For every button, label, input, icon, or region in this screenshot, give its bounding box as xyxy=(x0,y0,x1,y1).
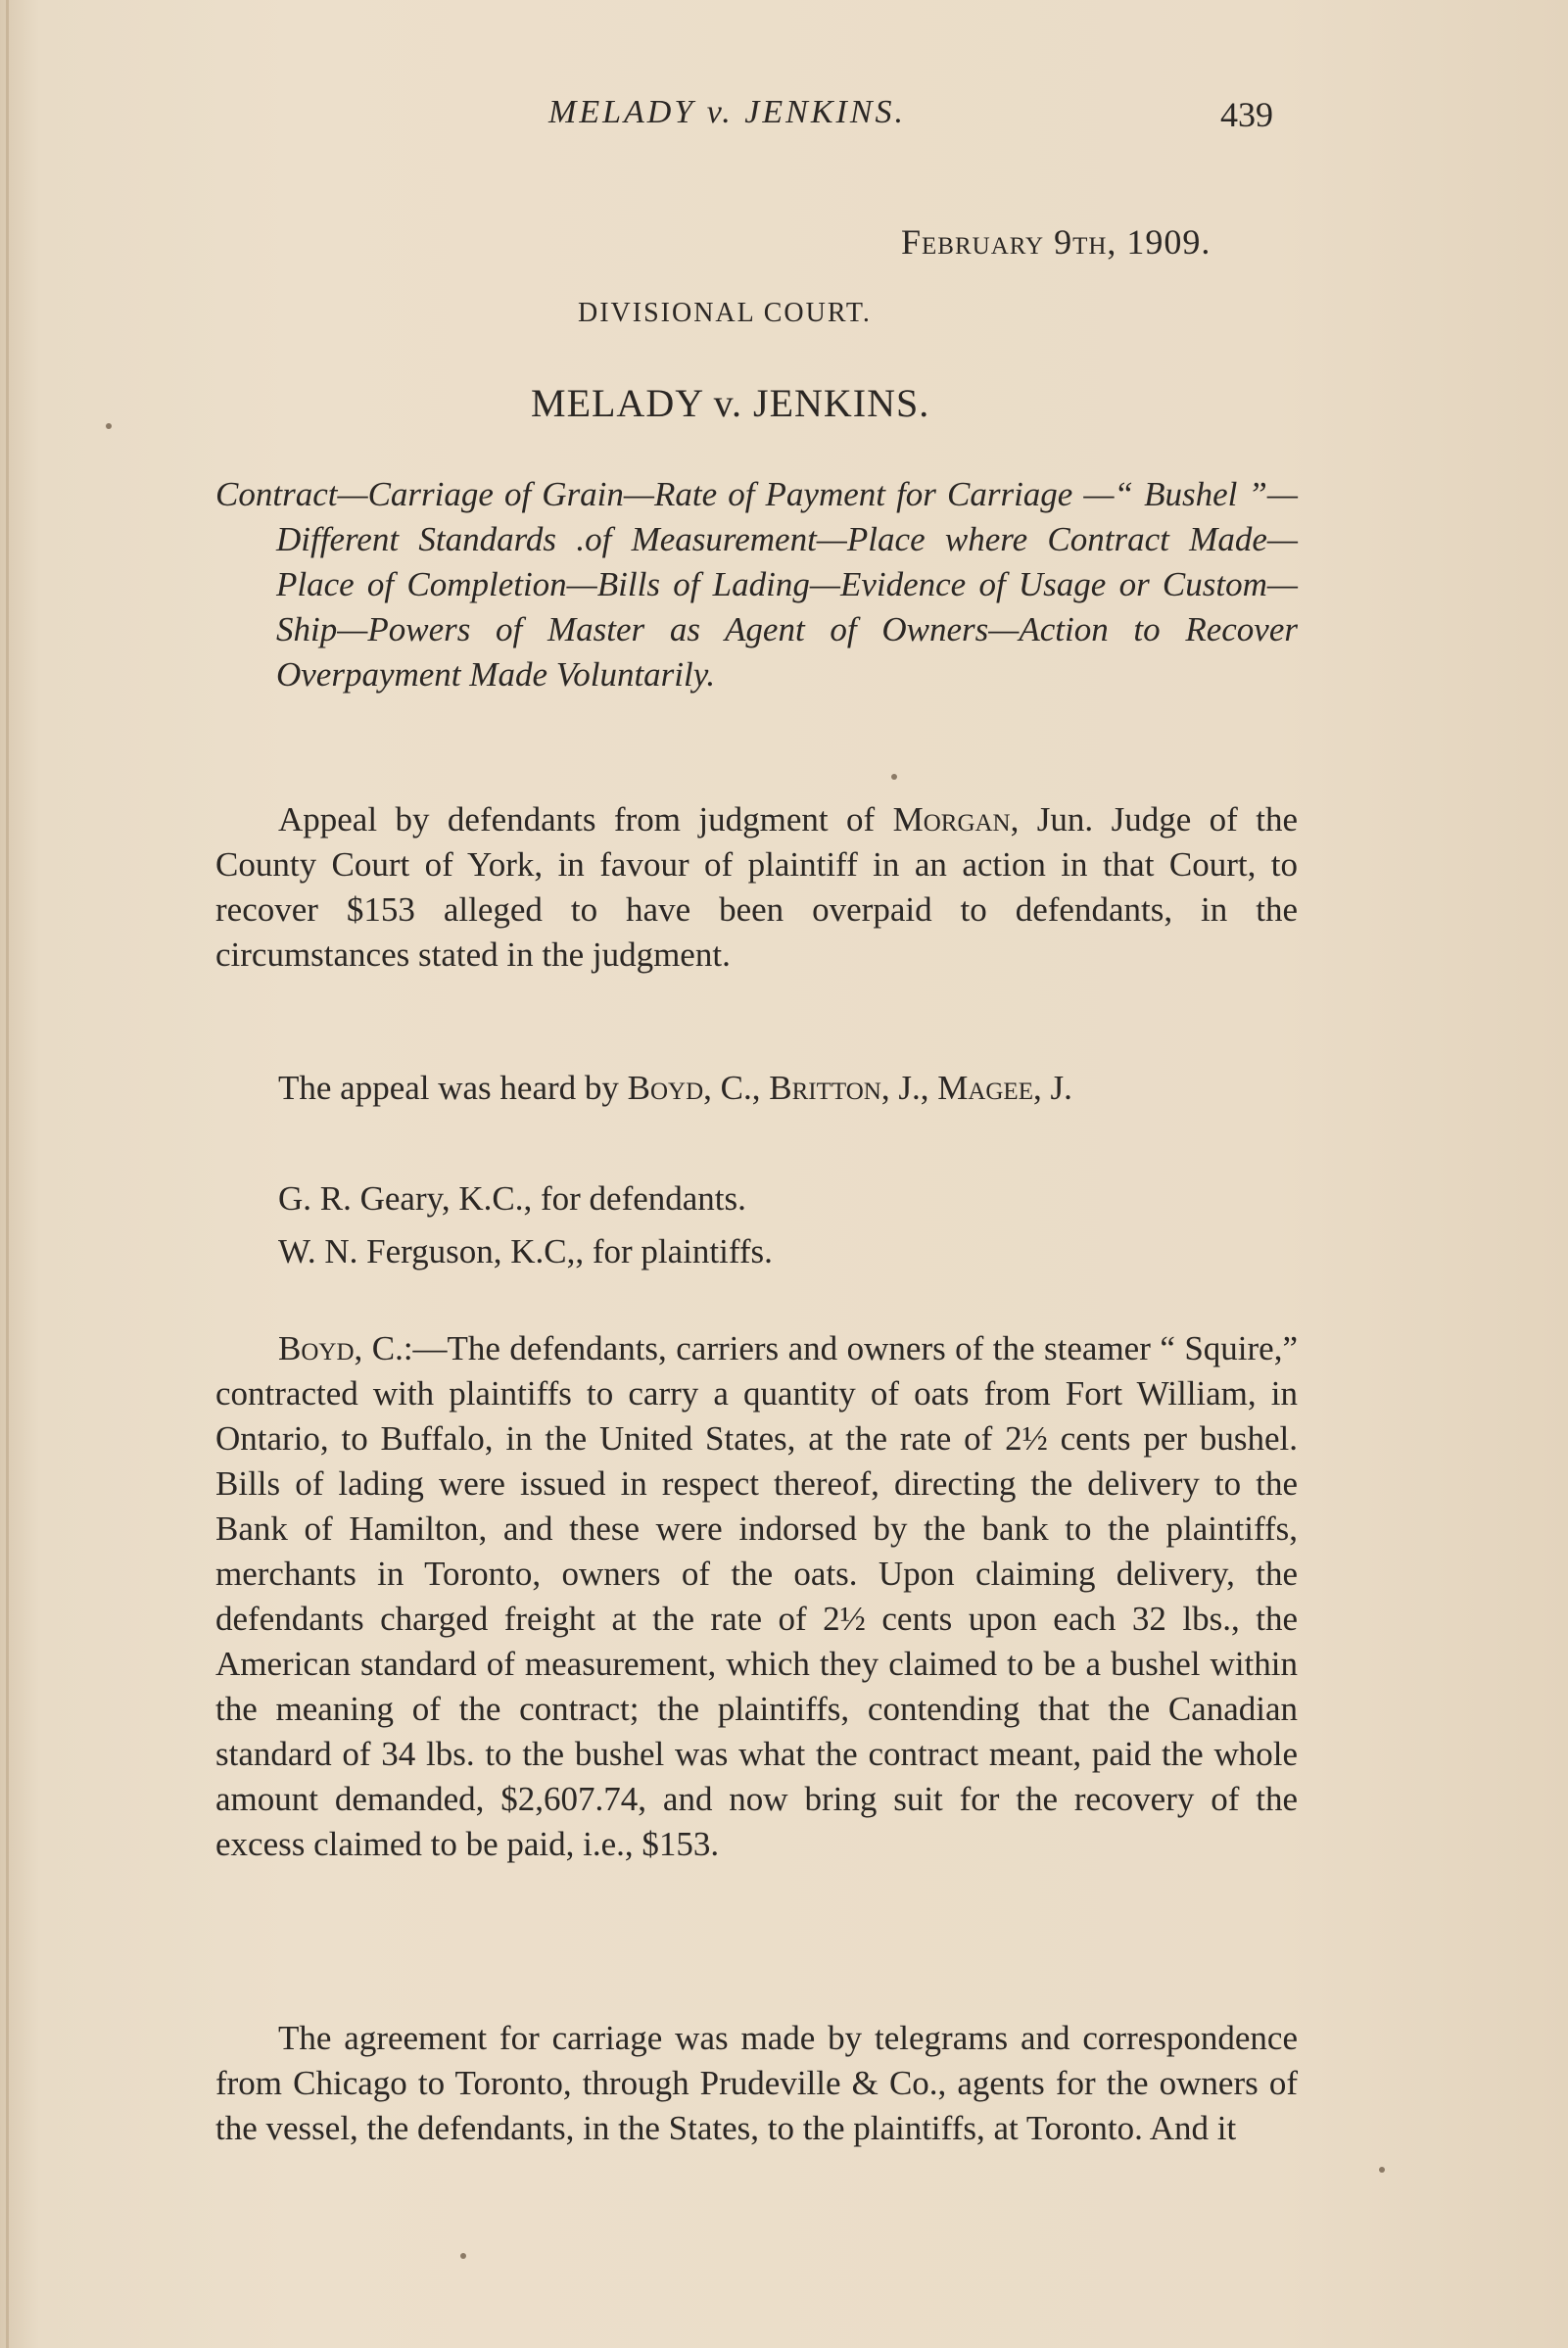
running-head-title: MELADY v. JENKINS. xyxy=(548,94,907,130)
bench-after: , J. xyxy=(1032,1069,1072,1107)
court-name: DIVISIONAL COURT. xyxy=(578,298,872,328)
bench-judge-3: Magee xyxy=(937,1069,1033,1107)
counsel-defendants: G. R. Geary, K.C., for defendants. xyxy=(278,1179,746,1218)
judgment-text: , C.:—The defendants, carriers and owners of the steamer “ Squire,” contracted with plaintiffs to carry a quantity of oats from Fort William, in Ontario, to Buffalo, in the United States, at the rate of 2½ cents per bushel. Bills of lading were issued in respect thereof, directing the delivery to the Bank of Hamilton, and these were indorsed by the bank to the plaintiffs, merchants in Toronto, owners of the oats. Upon claiming delivery, the defendants charged freight at the rate of 2½ cents upon each 32 lbs., the American standard of measurement, which they claimed to be a bushel within the meaning of the contract; the plaintiffs, contending that the Canadian standard of 34 lbs. to the bushel was what the contract meant, paid the whole amount demanded, $2,607.74, and now bring suit for the recovery of the excess claimed to be paid, i.e., $153. xyxy=(215,1329,1298,1863)
judge-name: Morgan xyxy=(892,800,1011,839)
headnote: Contract—Carriage of Grain—Rate of Payment for Carriage —“ Bushel ”—Different Standards .of Measurement—Place where Contract Made—Place of Completion—Bills of Lading—Evidence of Usage or Custom—Ship—Powers of Master as Agent of Owners—Action to Recover Overpayment Made Voluntarily. xyxy=(215,475,1298,694)
decision-date: February 9th, 1909. xyxy=(901,222,1212,262)
paragraph-appeal-after: , Jun. Judge of the County Court of York, in favour of plaintiff in an action in that Court, to recover $153 alleged to have been overpaid to defendants, in the circumstances stated in the judgment. xyxy=(215,800,1298,974)
bench-mid-1: , C., xyxy=(703,1069,770,1107)
agreement-text: The agreement for carriage was made by telegrams and correspondence from Chicago to Toronto, through Prudeville & Co., agents for the owners of the vessel, the defendants, in the States, to the plaintiffs, at Toronto. And it xyxy=(215,2019,1298,2147)
page-blemish xyxy=(106,423,112,429)
paragraph-bench xyxy=(215,1066,1298,1111)
bench-mid-2: , J., xyxy=(880,1069,938,1107)
paragraph-agreement xyxy=(215,2016,1298,2151)
paragraph-judgment xyxy=(215,1326,1298,1867)
counsel-plaintiffs: W. N. Ferguson, K.C,, for plaintiffs. xyxy=(278,1232,773,1270)
page-blemish xyxy=(891,774,897,780)
page-number: 439 xyxy=(1220,95,1273,134)
judgment-speaker: Boyd xyxy=(278,1329,355,1367)
paragraph-appeal xyxy=(215,797,1298,978)
binding-gutter xyxy=(6,0,9,2348)
page-blemish xyxy=(460,2253,466,2259)
page-blemish xyxy=(1379,2167,1385,2173)
bench-judge-2: Britton xyxy=(769,1069,881,1107)
paragraph-appeal-before: Appeal by defendants from judgment of xyxy=(278,800,893,839)
bench-judge-1: Boyd xyxy=(627,1069,704,1107)
case-title: MELADY v. JENKINS. xyxy=(531,381,930,425)
bench-before: The appeal was heard by xyxy=(278,1069,628,1107)
